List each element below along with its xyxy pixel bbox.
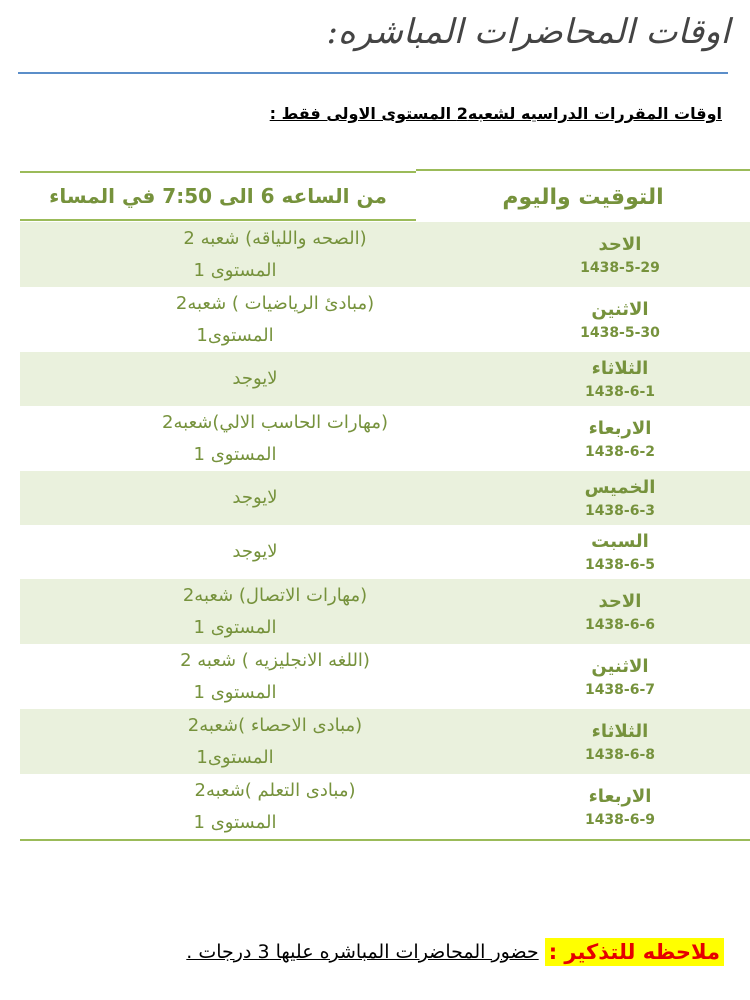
course-level: المستوى 1 xyxy=(193,616,277,638)
schedule-subtitle: اوقات المقررات الدراسيه لشعبه2 المستوى الاولى فقط : xyxy=(269,104,722,123)
table-row xyxy=(20,406,750,471)
course-level: المستوى 1 xyxy=(193,811,277,833)
day-date: 1438-6-2 xyxy=(584,443,656,460)
day-cell xyxy=(490,352,750,406)
day-cell xyxy=(490,287,750,352)
course-cell xyxy=(20,287,490,352)
course-cell xyxy=(20,406,490,471)
reminder-note xyxy=(186,938,724,966)
day-name: الاثنين xyxy=(591,655,649,677)
table-row xyxy=(20,471,750,525)
course-name: (مهارات الحاسب الالي)شعبه2 xyxy=(162,411,388,433)
day-name: الثلاثاء xyxy=(591,720,649,742)
course-level: المستوى1 xyxy=(196,746,274,768)
page-title: اوقات المحاضرات المباشره: xyxy=(326,12,730,52)
course-name: لايوجد xyxy=(232,541,278,562)
course-cell xyxy=(20,525,490,579)
day-name: الاحد xyxy=(598,590,642,612)
day-cell xyxy=(490,774,750,839)
day-date: 1438-6-8 xyxy=(584,746,656,763)
course-name: (الصحه واللياقه) شعبه 2 xyxy=(183,227,367,249)
course-cell xyxy=(20,222,490,287)
course-cell xyxy=(20,774,490,839)
course-level: المستوى 1 xyxy=(193,259,277,281)
course-name: (مهارات الاتصال) شعبه2 xyxy=(182,584,368,606)
day-date: 1438-6-3 xyxy=(584,503,656,519)
day-date: 1438-6-9 xyxy=(584,811,656,828)
course-name: لايوجد xyxy=(232,368,278,389)
day-date: 1438-5-29 xyxy=(580,259,660,276)
day-name: الخميس xyxy=(584,477,656,498)
table-row xyxy=(20,525,750,579)
day-date: 1438-5-30 xyxy=(580,324,660,341)
course-name: (مبادى الاحصاء )شعبه2 xyxy=(187,714,363,736)
table-bottom-rule xyxy=(20,839,750,841)
course-name: (مبادئ الرياضيات ) شعبه2 xyxy=(175,292,375,314)
header-day: التوقيت واليوم xyxy=(416,169,750,223)
day-date: 1438-6-5 xyxy=(584,557,656,573)
course-level: المستوى 1 xyxy=(193,443,277,465)
day-date: 1438-6-1 xyxy=(584,384,656,400)
course-cell xyxy=(20,709,490,774)
day-cell xyxy=(490,709,750,774)
day-name: الاربعاء xyxy=(588,417,652,439)
day-date: 1438-6-6 xyxy=(584,616,656,633)
table-row xyxy=(20,709,750,774)
table-row xyxy=(20,644,750,709)
day-cell xyxy=(490,579,750,644)
course-level: المستوى1 xyxy=(196,324,274,346)
table-row xyxy=(20,352,750,406)
note-label: ملاحظه للتذكير : xyxy=(545,938,724,966)
header-time: من الساعه 6 الى 7:50 في المساء xyxy=(20,171,416,221)
day-cell xyxy=(490,406,750,471)
table-row xyxy=(20,287,750,352)
day-cell xyxy=(490,471,750,525)
day-name: الاثنين xyxy=(591,298,649,320)
table-row xyxy=(20,774,750,839)
day-cell xyxy=(490,525,750,579)
schedule-table xyxy=(20,170,750,841)
day-name: الثلاثاء xyxy=(591,358,649,379)
course-cell xyxy=(20,579,490,644)
course-cell xyxy=(20,352,490,406)
note-text: حضور المحاضرات المباشره عليها 3 درجات . xyxy=(186,941,539,963)
course-cell xyxy=(20,644,490,709)
table-row xyxy=(20,579,750,644)
day-name: الاحد xyxy=(598,233,642,255)
course-cell xyxy=(20,471,490,525)
day-cell xyxy=(490,222,750,287)
day-date: 1438-6-7 xyxy=(584,681,656,698)
course-name: لايوجد xyxy=(232,487,278,508)
day-cell xyxy=(490,644,750,709)
course-level: المستوى 1 xyxy=(193,681,277,703)
course-name: (اللغه الانجليزيه ) شعبه 2 xyxy=(180,649,370,671)
day-name: السبت xyxy=(591,531,649,552)
day-name: الاربعاء xyxy=(588,785,652,807)
table-row xyxy=(20,222,750,287)
course-name: (مبادى التعلم )شعبه2 xyxy=(194,779,356,801)
title-divider xyxy=(18,72,728,74)
table-header xyxy=(20,170,750,222)
